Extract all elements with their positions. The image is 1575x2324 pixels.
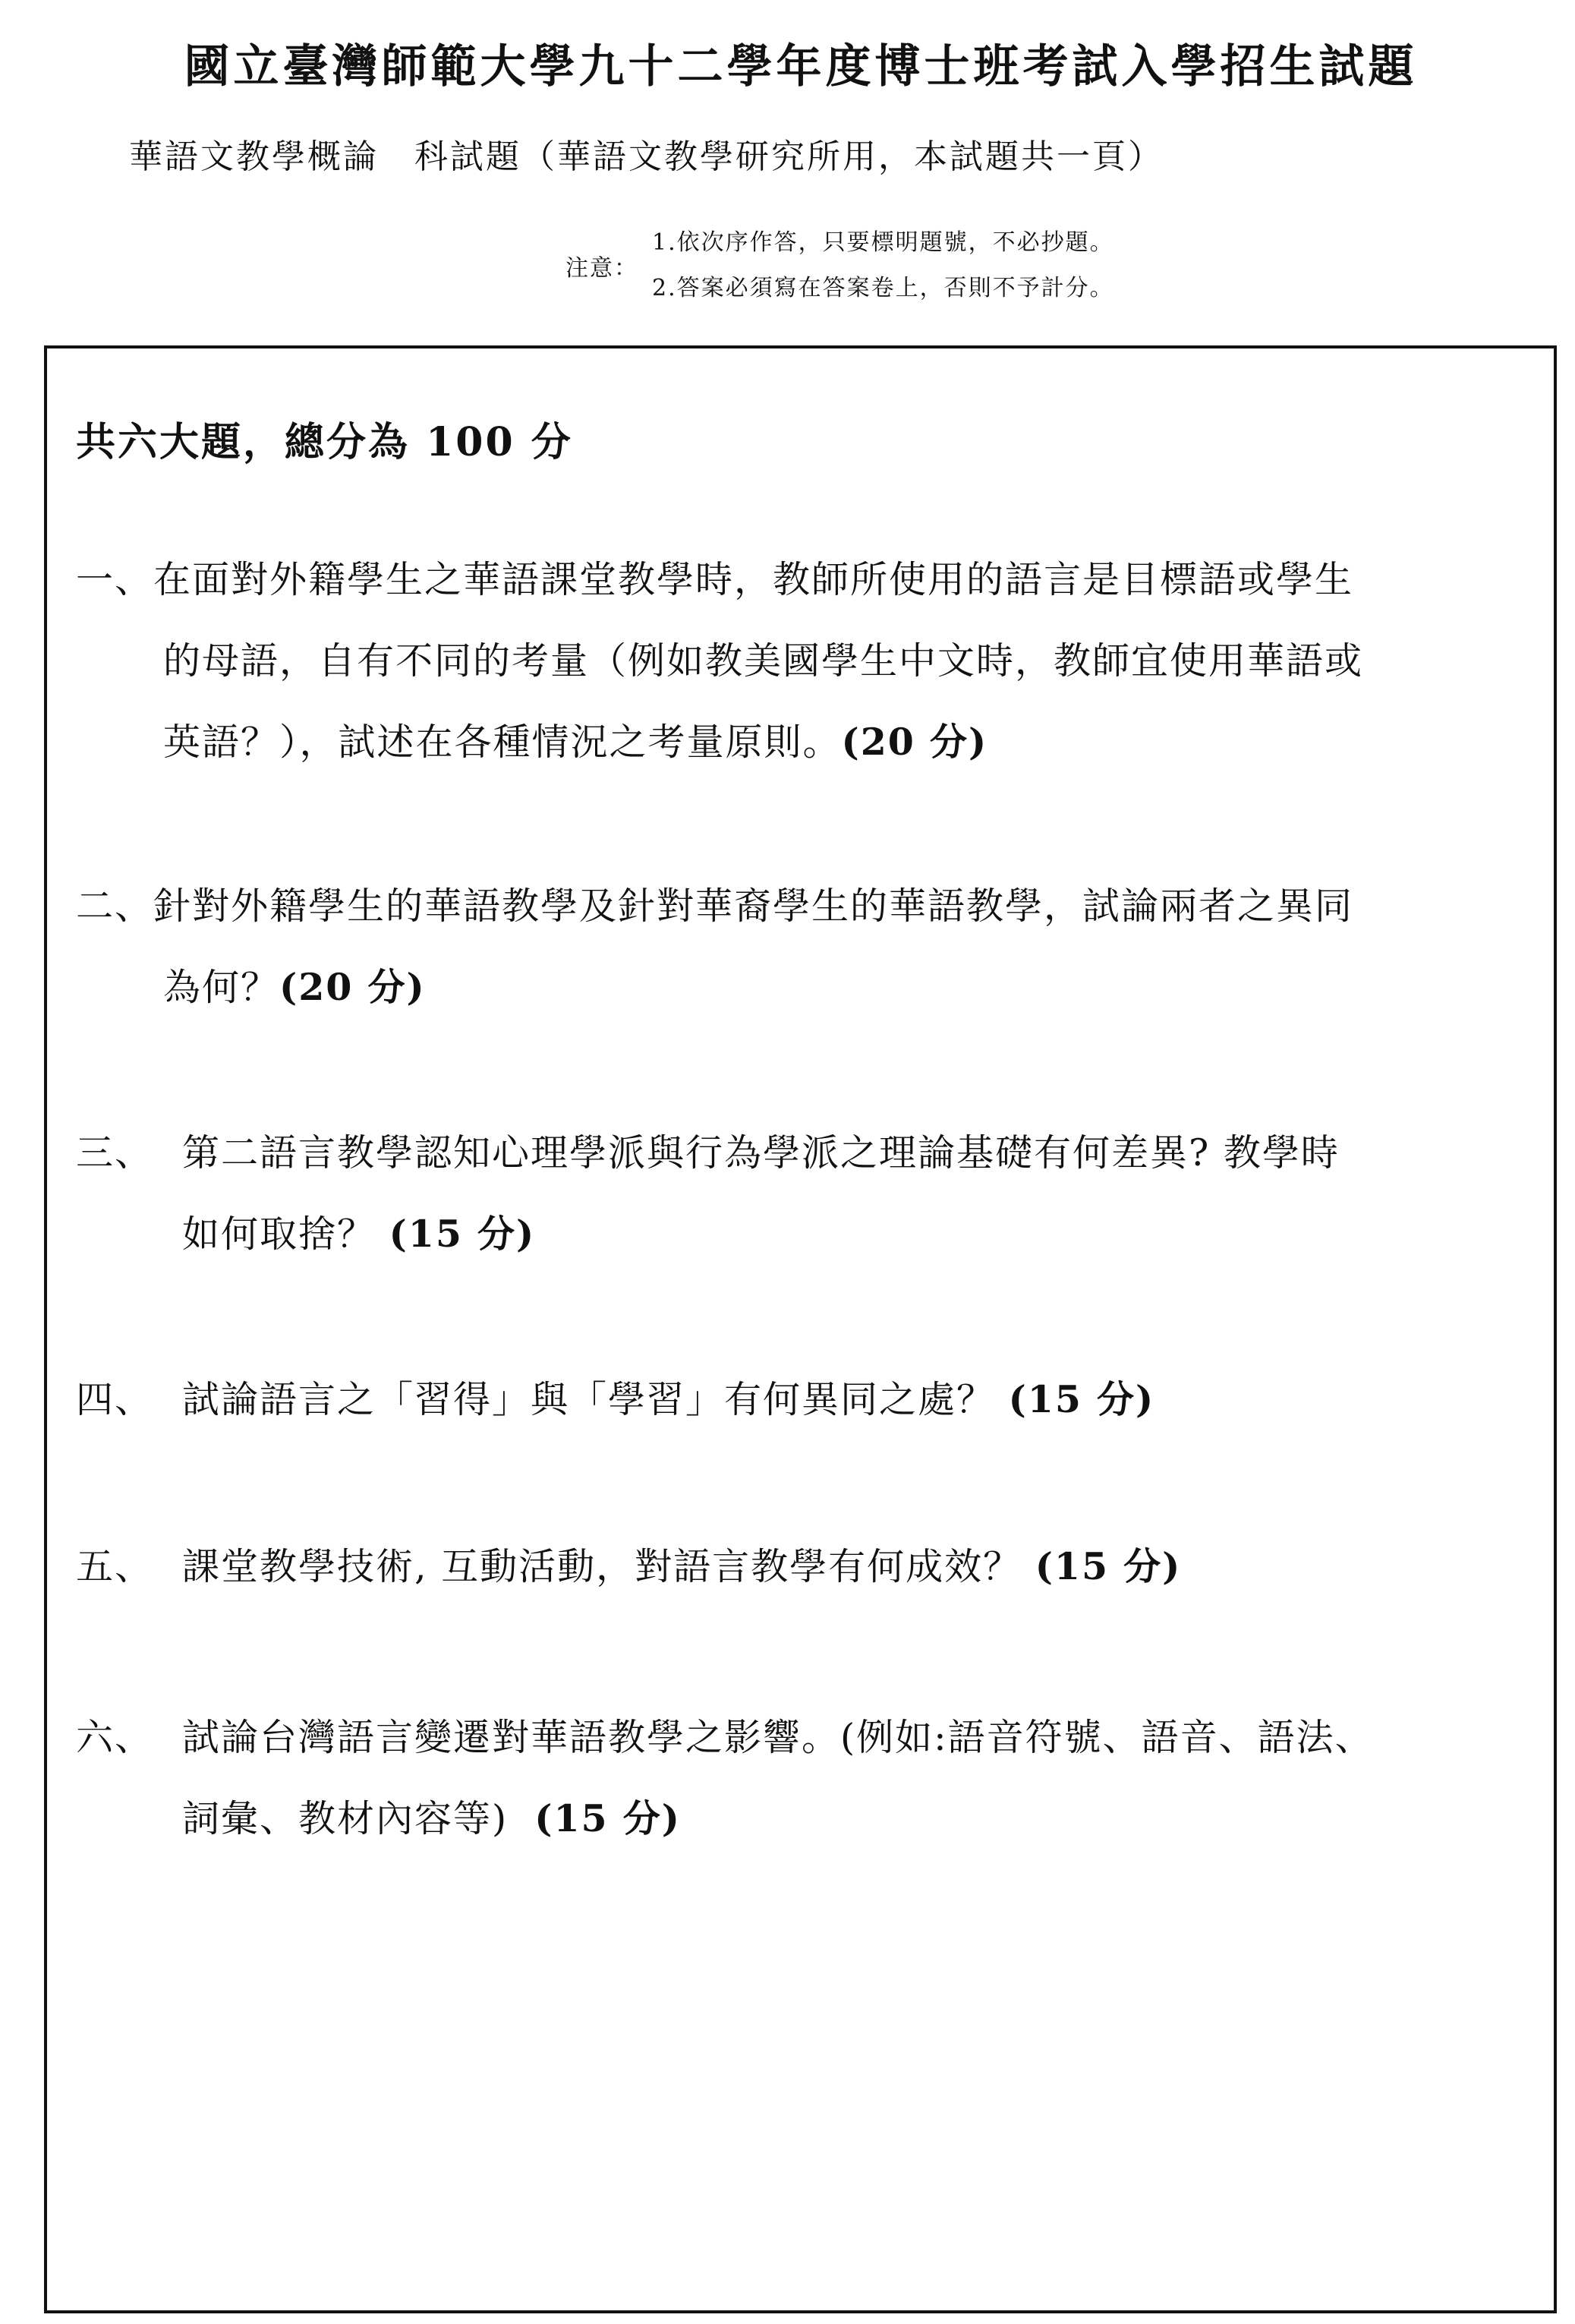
exam-title: 國立臺灣師範大學九十二學年度博士班考試入學招生試題 [184,40,1418,93]
question-text-line-3: 英語？），試述在各種情況之考量原則。 [163,721,842,764]
question-6 [76,1697,1374,1859]
question-2 [76,866,1353,1028]
question-score: (15 分) [1008,1377,1155,1421]
question-text-line-1: 試論語言之「習得」與「學習」有何異同之處？ [182,1378,996,1421]
notice-label: 注意： [565,255,638,282]
question-score: (15 分) [534,1796,681,1840]
notice-line-2: 2.答案必須寫在答案卷上，否則不予計分。 [652,275,1114,301]
question-text-line-1: 第二語言教學認知心理學派與行為學派之理論基礎有何差異? 教學時 [182,1131,1340,1175]
question-5 [76,1526,1181,1607]
question-text-line-1: 在面對外籍學生之華語課堂教學時，教師所使用的語言是目標語或學生 [153,558,1354,601]
question-4 [76,1359,1154,1440]
notice-block [565,220,1114,311]
question-number: 三、 [76,1131,154,1175]
question-text-line-1: 課堂教學技術, 互動活動，對語言教學有何成效？ [182,1545,1022,1588]
question-text-line-2: 如何取捨？ [182,1212,376,1256]
notice-lines [652,220,1114,311]
question-text-line-1: 針對外籍學生的華語教學及針對華裔學生的華語教學，試論兩者之異同 [153,885,1354,928]
question-number: 一、 [76,558,154,601]
question-text-line-1: 試論台灣語言變遷對華語教學之影響。(例如:語音符號、語音、語法、 [182,1716,1374,1759]
question-number: 五、 [76,1545,154,1588]
exam-subtitle: 華語文教學概論 科試題（華語文教學研究所用，本試題共一頁） [129,137,1164,176]
score-summary: 共六大題，總分為 100 分 [76,419,573,465]
question-score: (15 分) [1035,1544,1182,1588]
question-1 [76,539,1363,783]
question-score: (15 分) [389,1212,536,1256]
notice-line-1: 1.依次序作答，只要標明題號，不必抄題。 [652,229,1114,256]
question-number: 二、 [76,885,154,928]
question-score: (20 分) [841,720,988,764]
question-number: 六、 [76,1716,154,1759]
question-3 [76,1112,1340,1275]
question-text-line-2: 的母語，自有不同的考量（例如教美國學生中文時，教師宜使用華語或 [163,639,1364,683]
question-number: 四、 [76,1378,154,1421]
question-score: (20 分) [279,965,426,1009]
question-text-line-2: 詞彙、教材內容等) [182,1797,509,1840]
question-text-line-2: 為何？ [163,966,280,1009]
